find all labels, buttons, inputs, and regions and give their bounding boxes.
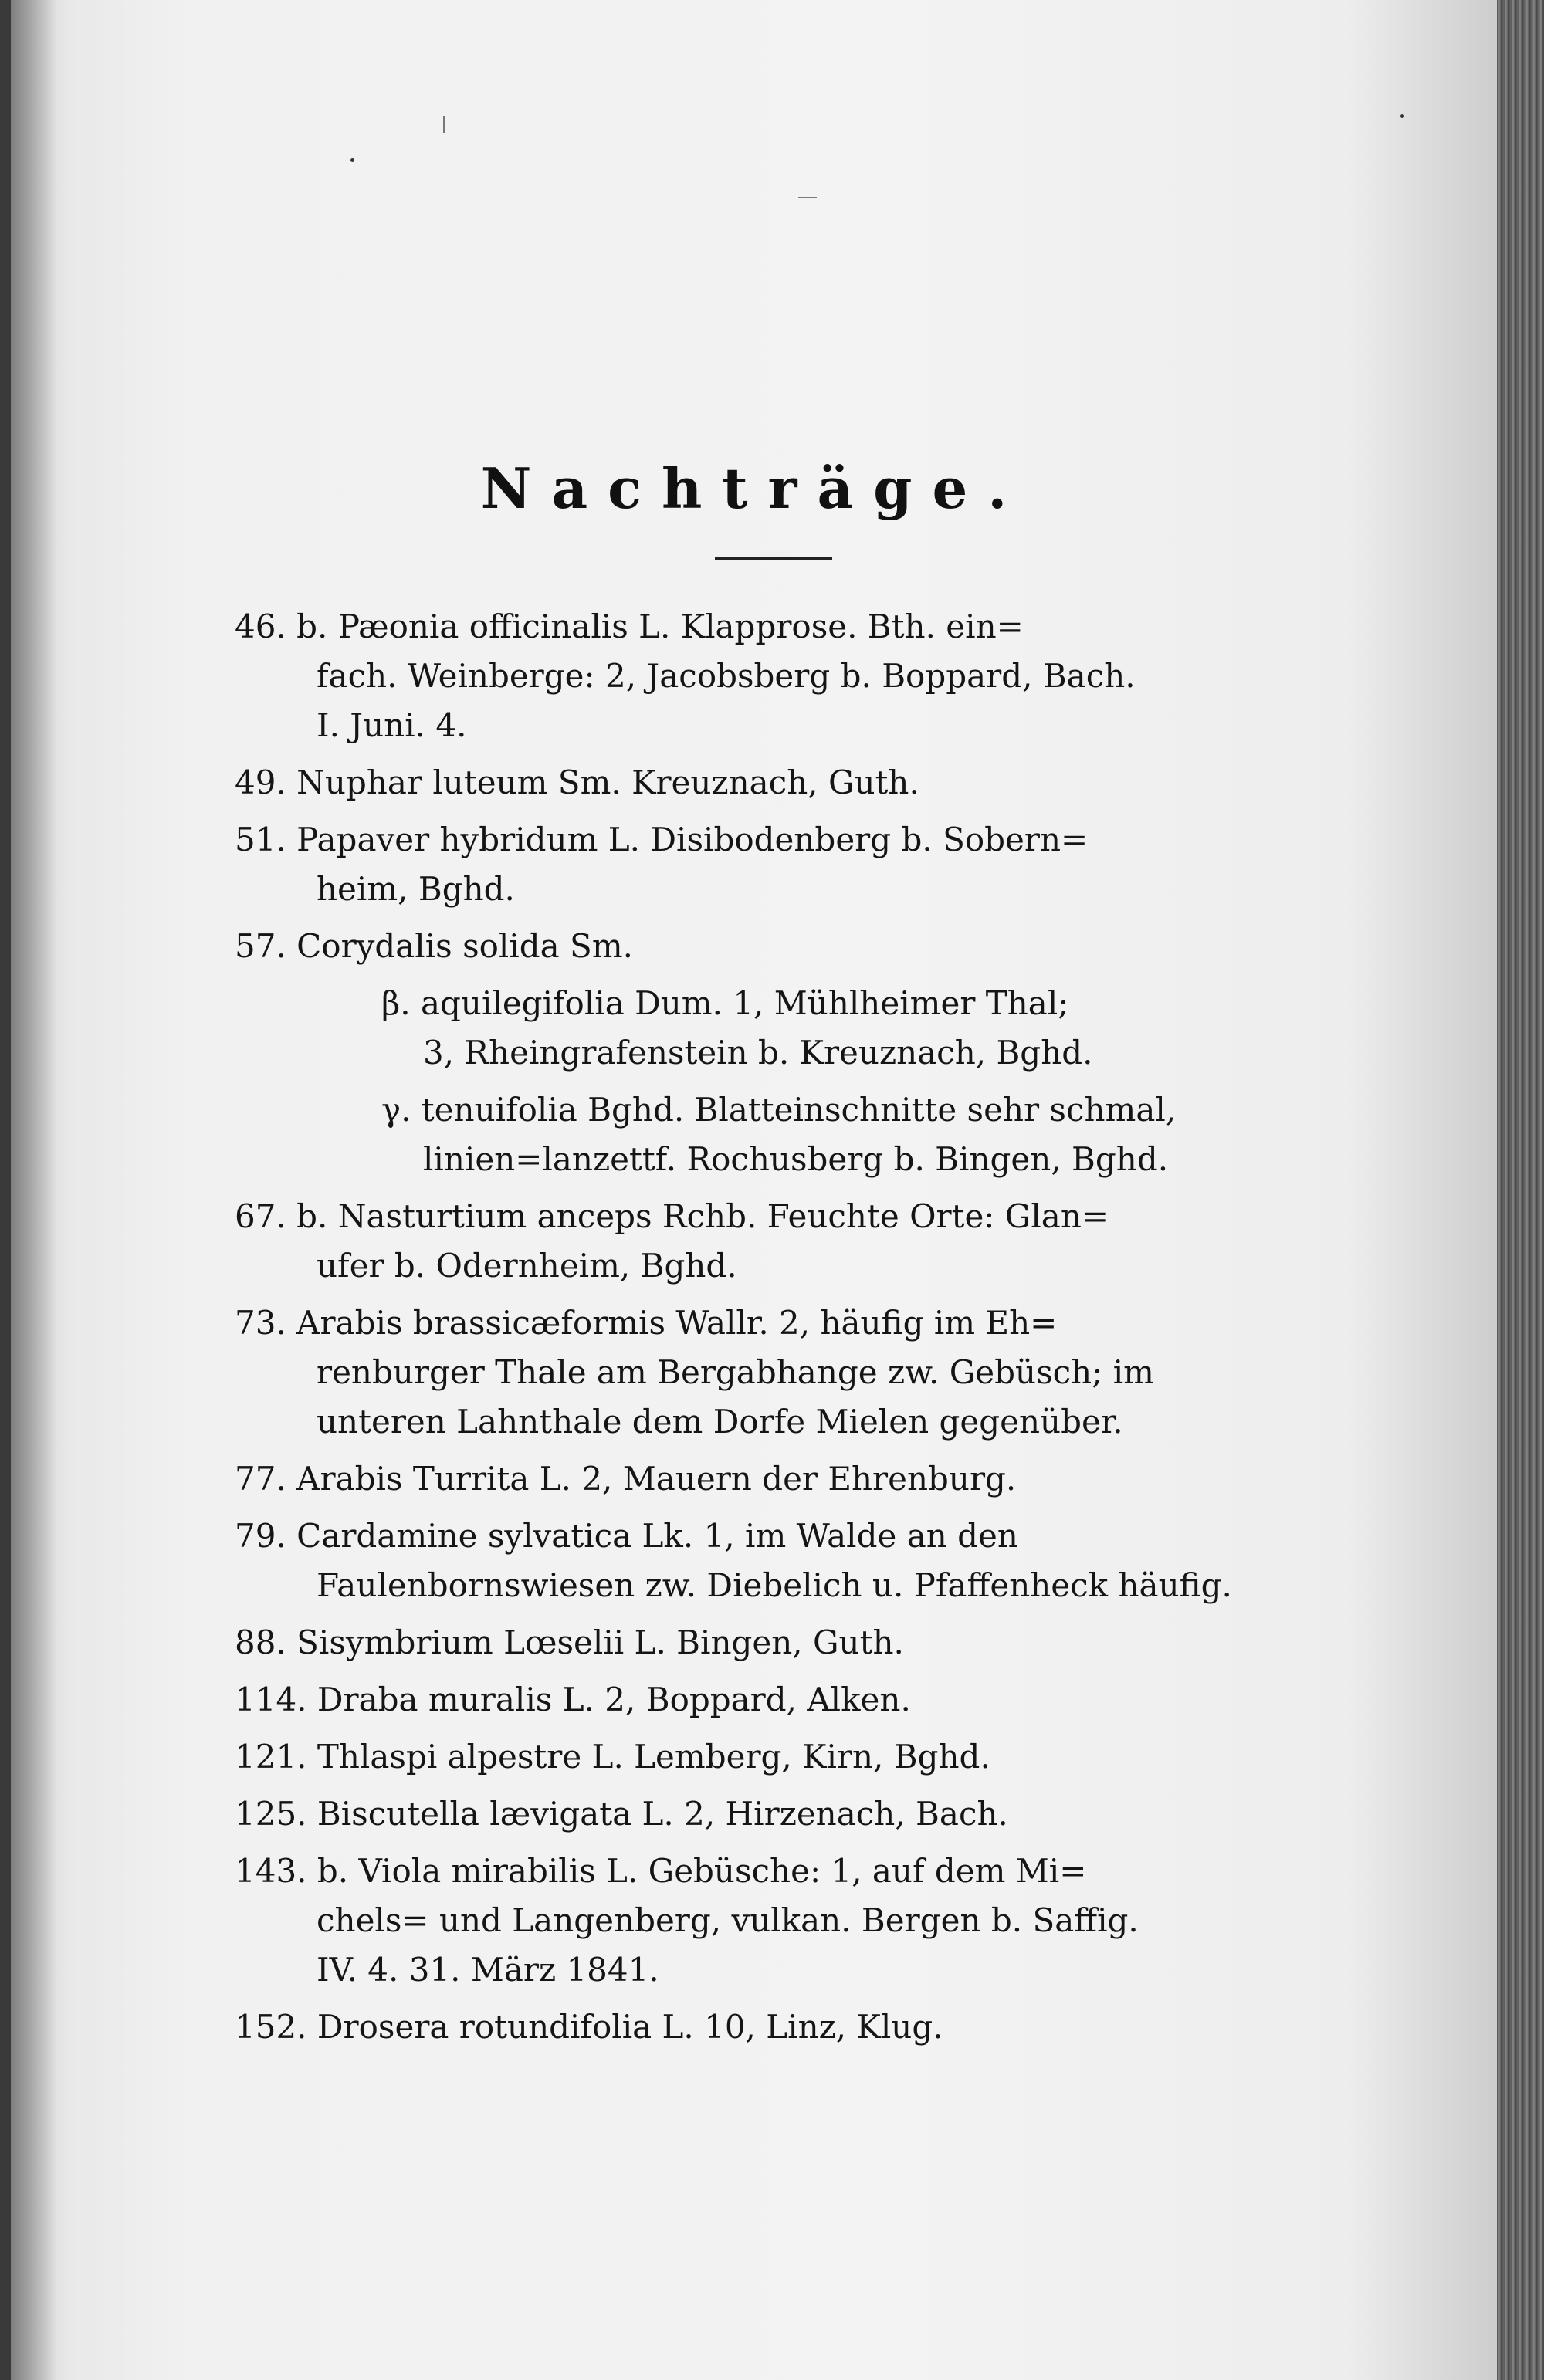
- entry-line: 88. Sisymbrium Lœselii L. Bingen, Guth.: [235, 1623, 904, 1661]
- entry-line: 114. Draba muralis L. 2, Boppard, Alken.: [235, 1681, 911, 1718]
- entry-line: 49. Nuphar luteum Sm. Kreuznach, Guth.: [235, 763, 919, 801]
- entry-continuation-line: ufer b. Odernheim, Bghd.: [317, 1247, 737, 1285]
- entry-item: [235, 1732, 1308, 1782]
- entry-line: 46. b. Pæonia officinalis L. Klapprose. Bth. ein=: [235, 608, 1024, 645]
- entry-line: 67. b. Nasturtium anceps Rchb. Feuchte Orte: Glan=: [235, 1197, 1109, 1235]
- entry-item: [235, 1675, 1308, 1725]
- entry-line: 79. Cardamine sylvatica Lk. 1, im Walde an den: [235, 1517, 1018, 1555]
- entry-continuation-line: 3, Rheingrafenstein b. Kreuznach, Bghd.: [423, 1034, 1093, 1072]
- entry-item: [235, 758, 1308, 807]
- entry-line: 57. Corydalis solida Sm.: [235, 927, 633, 965]
- entry-continuation-line: unteren Lahnthale dem Dorfe Mielen gegenüber.: [317, 1403, 1123, 1441]
- entry-item: [235, 1192, 1308, 1291]
- entry-line: γ. tenuifolia Bghd. Blatteinschnitte sehr schmal,: [381, 1091, 1177, 1129]
- entry-continuation-line: renburger Thale am Bergabhange zw. Gebüsch; im: [317, 1353, 1154, 1391]
- entry-line: 51. Papaver hybridum L. Disibodenberg b. Sobern=: [235, 821, 1089, 858]
- entry-item: [235, 1085, 1308, 1184]
- entry-continuation-line: heim, Bghd.: [317, 870, 515, 908]
- entry-continuation-line: fach. Weinberge: 2, Jacobsberg b. Boppard, Bach.: [317, 657, 1136, 695]
- entry-item: [235, 979, 1308, 1078]
- entry-continuation-line: IV. 4. 31. März 1841.: [317, 1951, 659, 1989]
- entry-line: β. aquilegifolia Dum. 1, Mühlheimer Thal;: [381, 984, 1069, 1022]
- dust-mark: [798, 197, 817, 198]
- print-speck: [1400, 114, 1404, 118]
- entry-item: [235, 1789, 1308, 1839]
- entry-line: 77. Arabis Turrita L. 2, Mauern der Ehrenburg.: [235, 1460, 1017, 1498]
- entry-continuation-line: Faulenbornswiesen zw. Diebelich u. Pfaffenheck häufig.: [317, 1566, 1232, 1604]
- entry-line: 143. b. Viola mirabilis L. Gebüsche: 1, auf dem Mi=: [235, 1852, 1087, 1890]
- entry-item: [235, 1618, 1308, 1667]
- entry-item: [235, 1298, 1308, 1447]
- entry-item: [235, 2003, 1308, 2052]
- book-page: [11, 0, 1497, 2380]
- entry-item: [235, 602, 1308, 750]
- print-speck: [350, 158, 354, 162]
- entry-list: [235, 602, 1308, 2060]
- entry-item: [235, 1847, 1308, 1995]
- entry-item: [235, 1512, 1308, 1610]
- entry-continuation-line: chels= und Langenberg, vulkan. Bergen b. Saffig.: [317, 1901, 1139, 1939]
- entry-line: 152. Drosera rotundifolia L. 10, Linz, Klug.: [235, 2008, 943, 2046]
- entry-line: 121. Thlaspi alpestre L. Lemberg, Kirn, Bghd.: [235, 1738, 990, 1776]
- entry-continuation-line: linien=lanzettf. Rochusberg b. Bingen, Bghd.: [423, 1140, 1169, 1178]
- dust-mark: [443, 116, 445, 133]
- page-edges: [1497, 0, 1544, 2380]
- page-title: Nachträge.: [480, 455, 1028, 521]
- entry-item: [235, 815, 1308, 914]
- spine-shadow: [11, 0, 57, 2380]
- entry-line: 73. Arabis brassicæformis Wallr. 2, häufig im Eh=: [235, 1304, 1058, 1342]
- entry-item: [235, 922, 1308, 971]
- entry-line: 125. Biscutella lævigata L. 2, Hirzenach, Bach.: [235, 1795, 1008, 1833]
- entry-continuation-line: I. Juni. 4.: [317, 706, 467, 744]
- entry-item: [235, 1454, 1308, 1504]
- title-rule: [715, 557, 832, 560]
